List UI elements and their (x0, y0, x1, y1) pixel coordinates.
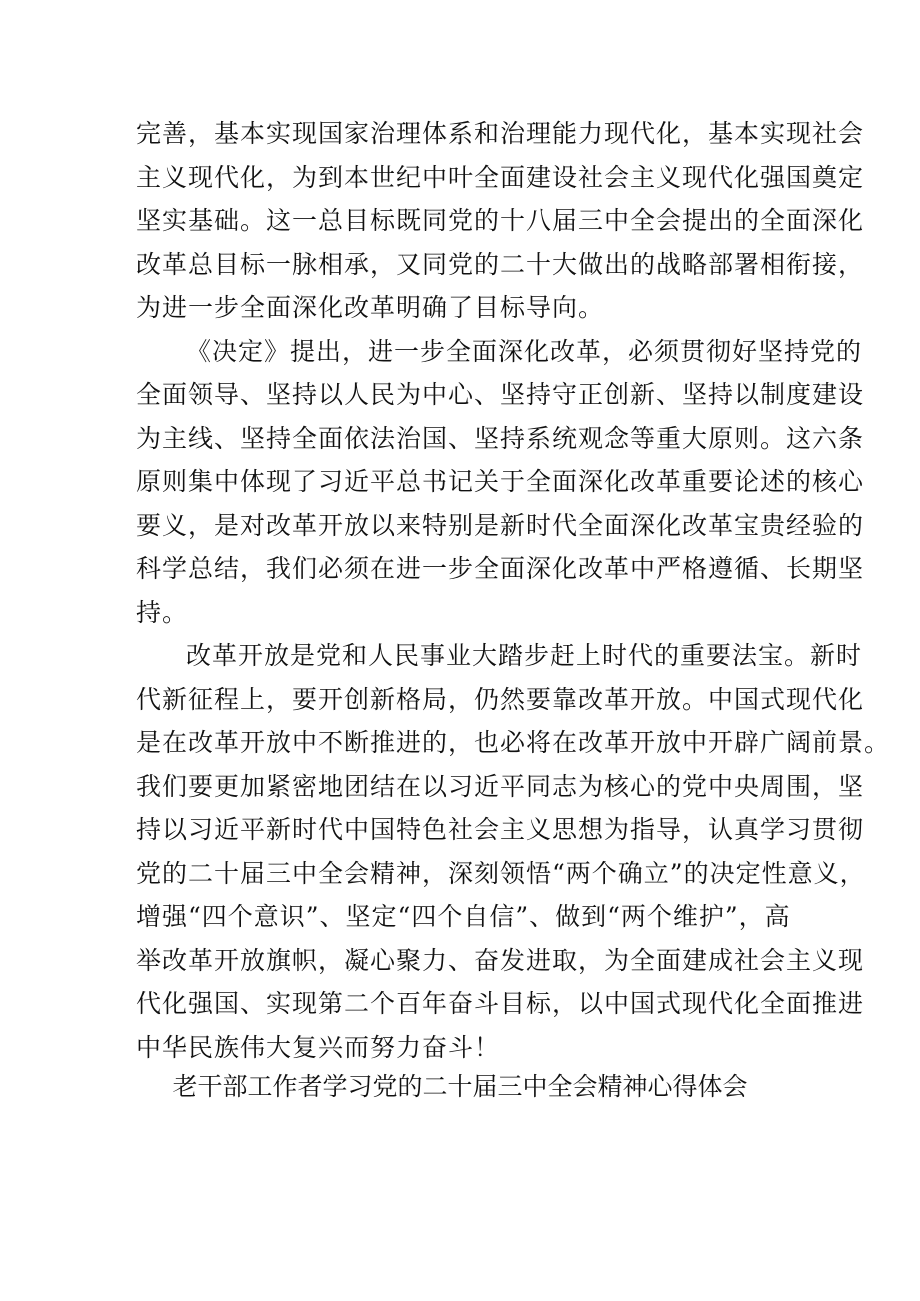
text-line: 改革总目标一脉相承，又同党的二十大做出的战略部署相衔接， (136, 249, 865, 279)
text-line: 为主线、坚持全面依法治国、坚持系统观念等重大原则。这六条 (136, 423, 865, 453)
text-line: 举改革开放旗帜，凝心聚力、奋发进取，为全面建成社会主义现 (136, 945, 865, 975)
text-line: 主义现代化，为到本世纪中叶全面建设社会主义现代化强国奠定 (136, 162, 865, 192)
paragraph-2 (136, 330, 865, 635)
text-line: 代新征程上，要开创新格局，仍然要靠改革开放。中国式现代化 (136, 684, 865, 714)
text-line: 持。 (136, 597, 189, 627)
text-line: 持以习近平新时代中国特色社会主义思想为指导，认真学习贯彻 (136, 815, 865, 844)
text-line: 代化强国、实现第二个百年奋斗目标，以中国式现代化全面推进 (136, 989, 865, 1018)
next-article-title: 老干部工作者学习党的二十届三中全会精神心得体会 (172, 1072, 748, 1101)
text-line: 坚实基础。这一总目标既同党的十八届三中全会提出的全面深化 (136, 206, 865, 235)
document-body (136, 112, 891, 1069)
text-line: 党的二十届三中全会精神，深刻领悟“两个确立”的决定性意义， (136, 858, 866, 888)
text-line: 全面领导、坚持以人民为中心、坚持守正创新、坚持以制度建设 (136, 380, 865, 409)
paragraph-1 (136, 112, 865, 330)
text-line: 我们要更加紧密地团结在以习近平同志为核心的党中央周围，坚 (136, 771, 865, 801)
text-line: 中华民族伟大复兴而努力奋斗！ (136, 1032, 501, 1062)
paragraph-3 (136, 634, 891, 1069)
text-line: 是在改革开放中不断推进的，也必将在改革开放中开辟广阔前景。 (136, 728, 891, 757)
text-line: 要义，是对改革开放以来特别是新时代全面深化改革宝贵经验的 (136, 510, 865, 540)
text-line: 《决定》提出，进一步全面深化改革，必须贯彻好坚持党的 (186, 336, 863, 366)
text-line: 改革开放是党和人民事业大踏步赶上时代的重要法宝。新时 (186, 641, 863, 670)
text-line: 原则集中体现了习近平总书记关于全面深化改革重要论述的核心 (136, 467, 865, 496)
text-line: 为进一步全面深化改革明确了目标导向。 (136, 293, 605, 322)
text-line: 科学总结，我们必须在进一步全面深化改革中严格遵循、长期坚 (136, 554, 865, 583)
text-line: 完善，基本实现国家治理体系和治理能力现代化，基本实现社会 (136, 119, 865, 148)
text-line: 增强“四个意识”、坚定“四个自信”、做到“两个维护”，高 (136, 902, 791, 931)
